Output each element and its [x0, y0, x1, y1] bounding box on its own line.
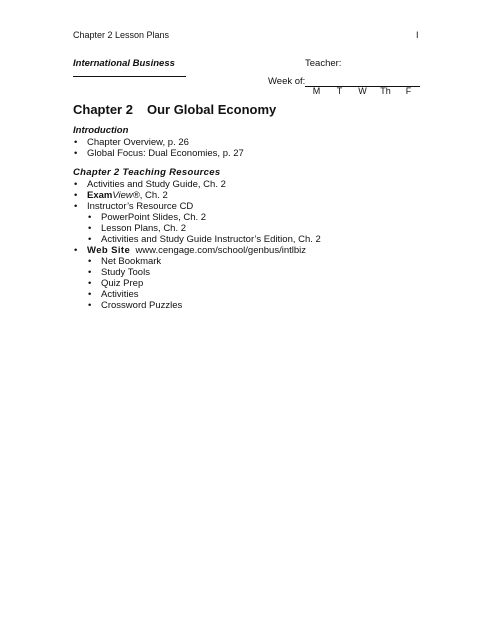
website-list — [73, 245, 321, 256]
list-item-website — [73, 245, 321, 256]
list-item-examview — [73, 190, 321, 201]
list-item-cd: • Instructor’s Resource CD — [73, 201, 321, 212]
examview-rest: , Ch. 2 — [139, 190, 168, 201]
weekday-thursday: Th — [380, 86, 391, 96]
week-label: Week of: — [268, 76, 306, 87]
list-item: • Activities and Study Guide Instructor’s Edition, Ch. 2 — [73, 234, 321, 245]
list-item: • Lesson Plans, Ch. 2 — [73, 223, 321, 234]
cd-sublist — [73, 212, 321, 245]
website-sublist — [73, 256, 321, 311]
list-item: • Crossword Puzzles — [73, 300, 321, 311]
weekday-row — [305, 86, 420, 96]
list-item: • PowerPoint Slides, Ch. 2 — [73, 212, 321, 223]
resources-section — [73, 167, 321, 311]
introduction-title: Introduction — [73, 125, 129, 136]
list-item: • Quiz Prep — [73, 278, 321, 289]
list-item: • Activities and Study Guide, Ch. 2 — [73, 179, 321, 190]
running-header: Chapter 2 Lesson Plans — [73, 30, 170, 40]
resources-title: Chapter 2 Teaching Resources — [73, 167, 221, 178]
introduction-list — [73, 137, 244, 159]
chapter-heading — [73, 102, 276, 117]
weekday-wednesday: W — [358, 86, 367, 96]
page-number: I — [416, 30, 419, 40]
weekday-tuesday: T — [336, 86, 343, 96]
weekday-friday: F — [405, 86, 412, 96]
chapter-number: Chapter 2 — [73, 102, 133, 117]
course-underline — [73, 76, 186, 77]
teacher-label: Teacher: — [305, 58, 342, 69]
list-item: • Study Tools — [73, 267, 321, 278]
chapter-title: Our Global Economy — [146, 102, 277, 117]
weekday-monday: M — [312, 86, 321, 96]
examview-bold: Exam — [87, 190, 113, 201]
introduction-section — [73, 125, 244, 159]
list-item: • Chapter Overview, p. 26 — [73, 137, 244, 148]
list-item: • Activities — [73, 289, 321, 300]
list-item: • Global Focus: Dual Economies, p. 27 — [73, 148, 244, 159]
website-label: Web Site — [87, 245, 131, 256]
examview-italic: View® — [112, 190, 140, 201]
list-item: • Net Bookmark — [73, 256, 321, 267]
course-title: International Business — [73, 58, 175, 69]
resources-list — [73, 179, 321, 212]
website-url[interactable]: www.cengage.com/school/genbus/intlbiz — [135, 245, 307, 256]
